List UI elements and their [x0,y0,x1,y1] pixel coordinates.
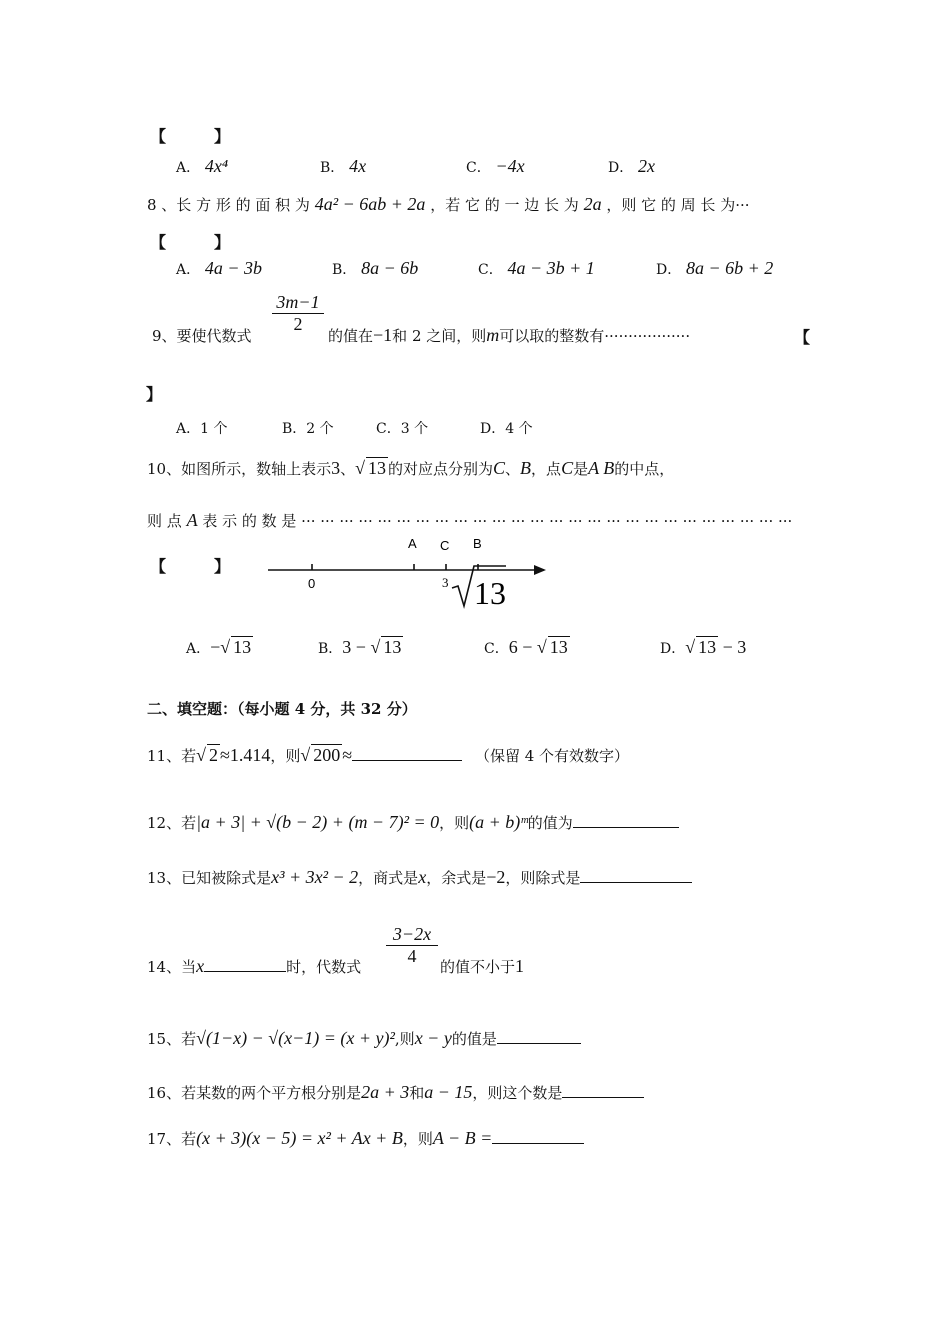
option-label: A． [176,160,201,176]
q16-text-c: ，则这个数是 [472,1084,563,1102]
option-pre: − [210,637,221,657]
q13-expr: x³ + 3x² − 2 [271,867,359,887]
axis-label-c: C [440,538,450,553]
axis-arrow-icon [534,565,546,575]
q9-frac-num: 3m−1 [272,292,324,314]
option-radicand: 13 [698,637,717,657]
q14-text-a: 14、当 [147,958,197,976]
q8-text-b: ，若 它 的 一 边 长 为 [430,196,579,214]
option-radicand: 13 [233,637,252,657]
q12-expr2: (a + b)ᵐ [469,812,528,832]
q9-option-c: C．3 个 [376,421,429,437]
q10-text-g: 的中点， [614,460,675,478]
q9-bracket-open: 【 [794,328,811,347]
option-expr: 4a − 3b + 1 [507,258,595,278]
q12 [147,812,679,833]
option-sqrt: √ 13 [536,637,568,657]
q10-text-d: 、 [505,460,521,478]
q17-expr: (x + 3)(x − 5) = x² + Ax + B [196,1128,403,1148]
q14-text-b: 时，代数式 [286,958,362,976]
q9-option-b: B．2 个 [282,421,334,437]
q14-stem-a [147,956,361,977]
q13 [147,867,692,888]
option-pre: 3 − [342,637,371,657]
q7-option-d [608,156,655,177]
q14-frac-den: 4 [407,946,417,966]
option-label: D． [608,160,634,176]
option-sqrt: √ 13 [685,637,717,657]
q13-quotient: x [418,867,427,887]
option-expr: 4x [349,156,367,176]
option-pre: 6 − [508,637,537,657]
q9-fraction [272,292,324,335]
q13-text-b: ，商式是 [358,869,419,887]
q16-expr2: a − 15 [424,1082,473,1102]
q13-answer-blank[interactable] [580,868,692,883]
q7-option-c [466,156,525,177]
q10-text-f: 是 [573,460,589,478]
q13-remainder: −2 [486,867,506,887]
q16-text-a: 16、若某数的两个平方根分别是 [147,1084,362,1102]
option-expr: 8a − 6b [361,258,419,278]
axis-label-b: B [473,536,482,551]
q7-answer-bracket: 【 】 [150,127,231,146]
q10-option-d [660,636,746,658]
q15-text-b: ,则 [394,1030,415,1048]
axis-label-0: 0 [308,576,316,591]
option-expr: 4x⁴ [204,156,229,176]
option-label: B． [332,262,357,278]
q9-text-d: 可以取的整数有·················· [499,327,691,345]
option-expr: 4a − 3b [204,258,263,278]
q9-var-m: m [486,325,500,345]
option-label: B． [318,641,343,657]
q10-line2-b: 表 示 的 数 是 ··· ··· ··· ··· ··· ··· ··· ··· ··· ··· ··· ··· ··· ··· ··· ··· ··· ··· ··· ··· ··· ··· ··· ··· ··· ··· [202,512,793,530]
q9-bracket-close: 】 [146,385,163,404]
q15-text-c: 的值是 [451,1030,497,1048]
q10-point-a: A [186,510,198,530]
option-label: A． [186,641,211,657]
q10-text-e: ，点 [531,460,562,478]
q8-area-expr: 4a² − 6ab + 2a [314,194,426,214]
option-sqrt: √ 13 [220,637,252,657]
q11-text-a: 11、若 [147,747,197,765]
q14-fraction [386,924,438,967]
q10-stem-line2 [147,510,792,531]
option-label: D． [660,641,686,657]
q7-option-a [176,156,228,177]
option-label: C． [484,641,509,657]
q8-option-b [332,258,418,279]
q10-point-c2: C [561,458,574,478]
option-expr: 8a − 6b + 2 [686,258,774,278]
q11 [147,744,629,766]
q10-segment-ab: A B [588,458,615,478]
q17 [147,1128,584,1149]
q15-answer-blank[interactable] [497,1029,581,1044]
q16-text-b: 和 [409,1084,425,1102]
q15-text-a: 15、若 [147,1030,197,1048]
axis-label-13: 13 [474,575,506,611]
q12-text-a: 12、若 [147,814,197,832]
q16 [147,1082,644,1103]
q11-radicand-200: 200 [313,745,341,765]
q11-sqrt2: √ 2 [196,745,218,765]
q9-frac-den: 2 [293,314,303,334]
q14-var-x: x [196,956,205,976]
q11-approx: ≈1.414 [219,745,271,765]
q10-answer-bracket: 【 】 [150,557,231,576]
q8-text-a: 8 、长 方 形 的 面 积 为 [147,196,310,214]
q9-option-d: D．4 个 [480,421,533,437]
option-expr: 2x [638,156,656,176]
q10-line2-a: 则 点 [147,512,182,530]
q9-low: −1 [373,325,393,345]
q8-option-d [656,258,773,279]
q10-val-3: 3 [331,458,341,478]
q16-expr1: 2a + 3 [361,1082,410,1102]
q15-expr2: x − y [414,1028,452,1048]
q9-option-a: A．1 个 [176,421,228,437]
q8-text-c: ，则 它 的 周 长 为··· [606,196,750,214]
q8-option-c [478,258,595,279]
axis-label-3: 3 [442,575,449,590]
q10-text-a: 10、如图所示，数轴上表示 [147,460,332,478]
q8-answer-bracket: 【 】 [150,233,231,252]
q8-option-a [176,258,262,279]
q13-text-d: ，则除式是 [505,869,581,887]
q11-answer-blank[interactable] [352,746,462,761]
q12-expr: |a + 3| + √(b − 2) + (m − 7)² = 0 [196,812,440,832]
option-label: B． [320,160,345,176]
q13-text-c: ，余式是 [426,869,487,887]
option-radicand: 13 [549,637,568,657]
section-2-title: 二、填空题：（每小题 4 分，共 32 分） [147,700,417,718]
q11-note: （保留 4 个有效数字） [474,747,630,765]
option-expr: −4x [495,156,525,176]
q14-frac-num: 3−2x [386,924,438,946]
q14-stem-b [440,956,524,977]
axis-label-a: A [408,536,417,551]
q12-text-b: ，则 [439,814,470,832]
option-label: C． [466,160,491,176]
option-label: C． [478,262,503,278]
q12-text-c: 的值为 [527,814,573,832]
q10-point-b: B [520,458,532,478]
q9-stem-rest [328,325,690,346]
q10-radicand: 13 [368,458,386,478]
number-line-figure [262,530,562,612]
q17-text-a: 17、若 [147,1130,197,1148]
option-sqrt: √ 13 [370,637,402,657]
q10-stem [147,457,674,479]
q17-answer-blank[interactable] [492,1129,584,1144]
q17-expr2: A − B = [432,1128,493,1148]
option-label: A． [176,262,201,278]
q13-text-a: 13、已知被除式是 [147,869,272,887]
q15 [147,1028,581,1049]
q11-approx2: ≈ [342,745,353,765]
q9-text-b: 的值在 [328,327,374,345]
q16-answer-blank[interactable] [562,1083,644,1098]
q10-point-c: C [493,458,506,478]
q11-sqrt200: √ 200 [300,745,341,765]
q11-text-b: ，则 [270,747,301,765]
q15-expr: √(1−x) − √(x−1) = (x + y)² [196,1028,395,1048]
option-post: − 3 [718,637,747,657]
q11-radicand-2: 2 [208,745,218,765]
q10-option-a [186,636,253,658]
q17-text-b: ，则 [402,1130,433,1148]
q12-answer-blank[interactable] [573,813,679,828]
option-radicand: 13 [383,637,402,657]
q10-text-c: 的对应点分别为 [388,460,494,478]
q9-text-a: 9、要使代数式 [152,327,252,345]
option-label: D． [656,262,682,278]
q14-answer-blank[interactable] [204,957,286,972]
q10-sqrt13: √ 13 [355,458,386,478]
q8-stem [147,194,750,215]
q10-text-b: 、 [340,460,356,478]
q7-option-b [320,156,366,177]
q10-option-c [484,636,570,658]
q8-side-expr: 2a [583,194,602,214]
q10-option-b [318,636,403,658]
q14-val: 1 [515,956,525,976]
q9-text-c: 和 2 之间，则 [392,327,487,345]
q14-text-c: 的值不小于 [440,958,516,976]
